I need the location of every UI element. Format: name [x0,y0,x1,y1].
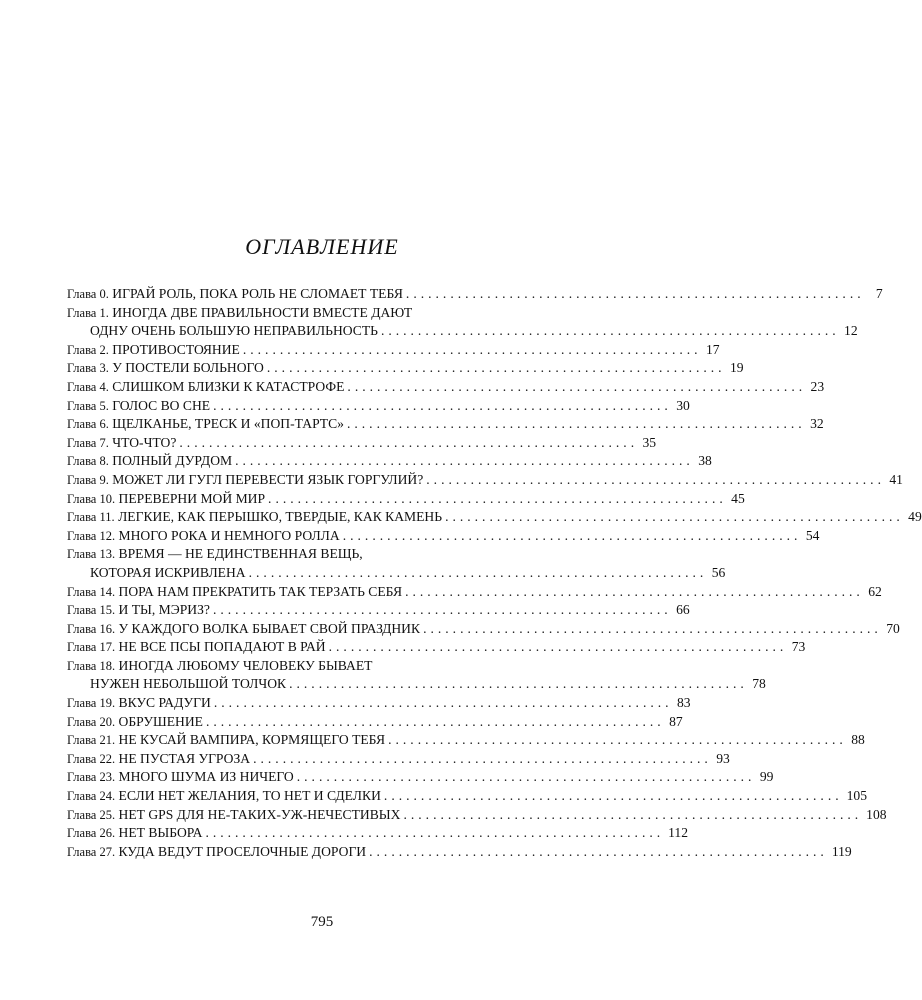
page-ref: 17 [705,341,720,357]
dot-leader: .............................................................. [383,788,843,804]
dot-leader: .............................................................. [369,843,828,859]
chapter-title: ПРОТИВОСТОЯНИЕ [112,341,240,357]
toc-label [67,601,213,620]
page-ref: 62 [868,583,882,599]
toc-line [67,545,554,564]
toc-entry[interactable] [67,304,858,341]
dot-leader: .............................................................. [346,416,806,432]
dot-leader: .............................................................. [268,490,727,506]
page-ref: 30 [676,397,690,413]
page-ref: 105 [846,788,868,804]
chapter-title: МОЖЕТ ЛИ ГУГЛ ПЕРЕВЕСТИ ЯЗЫК ГОРГУЛИЙ? [112,471,424,487]
toc-entry[interactable] [67,527,820,546]
page-ref: 49 [908,509,922,525]
chapter-number: Глава 19. [67,696,116,711]
chapter-title: КУДА ВЕДУТ ПРОСЕЛОЧНЫЕ ДОРОГИ [118,843,367,859]
toc-line [67,750,730,769]
chapter-title: ПОРА НАМ ПРЕКРАТИТЬ ТАК ТЕРЗАТЬ СЕБЯ [118,583,403,599]
dot-leader: .............................................................. [242,341,702,357]
toc-heading: ОГЛАВЛЕНИЕ [245,234,399,259]
toc-line [67,843,852,862]
toc-line [67,397,690,416]
toc-line [67,434,657,453]
toc-entry[interactable] [67,620,900,639]
table-of-contents [67,285,922,861]
toc-label [67,415,347,434]
chapter-title: У ПОСТЕЛИ БОЛЬНОГО [112,360,264,376]
toc-label [67,304,415,323]
toc-entry[interactable] [67,694,691,713]
toc-line [67,638,806,657]
toc-label [67,806,403,825]
toc-entry[interactable] [67,415,824,434]
dot-leader: .............................................................. [423,620,882,636]
toc-entry[interactable] [67,285,883,304]
toc-line [67,452,712,471]
toc-label [67,452,235,471]
toc-entry[interactable] [67,768,774,787]
dot-leader: .............................................................. [253,750,712,766]
toc-line [67,787,868,806]
page-ref: 56 [711,564,726,580]
dot-leader: .............................................................. [205,825,665,841]
toc-line [67,713,683,732]
dot-leader: .............................................................. [179,434,639,450]
chapter-title: ЩЕЛКАНЬЕ, ТРЕСК И «ПОП-ТАРТС» [112,416,344,432]
chapter-number: Глава 7. [67,435,109,450]
chapter-number: Глава 12. [67,528,116,543]
chapter-title: ИНОГДА ДВЕ ПРАВИЛЬНОСТИ ВМЕСТЕ ДАЮТ [112,304,413,320]
toc-line [67,378,825,397]
toc-line [67,490,745,509]
toc-line [67,527,820,546]
chapter-number: Глава 18. [67,658,116,673]
dot-leader: .............................................................. [205,713,665,729]
toc-line [67,471,903,490]
chapter-number: Глава 9. [67,472,109,487]
chapter-title: ЧТО-ЧТО? [112,434,177,450]
page-ref: 73 [791,639,806,655]
chapter-title: И ТЫ, МЭРИЗ? [118,602,210,618]
chapter-title: У КАЖДОГО ВОЛКА БЫВАЕТ СВОЙ ПРАЗДНИК [118,620,421,636]
chapter-title: ИГРАЙ РОЛЬ, ПОКА РОЛЬ НЕ СЛОМАЕТ ТЕБЯ [112,286,403,301]
toc-line [67,620,900,639]
toc-entry[interactable] [67,359,744,378]
toc-entry[interactable] [67,434,657,453]
toc-line [67,415,824,434]
dot-leader: .............................................................. [405,286,865,301]
page-ref: 93 [716,750,730,766]
page-ref: 83 [676,695,691,711]
toc-line [67,341,720,360]
dot-leader: .............................................................. [445,509,904,525]
toc-label [67,527,343,546]
toc-label [67,750,253,769]
page-ref: 12 [844,323,858,339]
toc-line [67,657,554,676]
page-ref: 78 [752,676,766,692]
toc-label [67,657,375,676]
chapter-number: Глава 11. [67,510,115,525]
toc-label [67,471,426,490]
page-ref: 23 [810,378,825,394]
toc-label [67,359,267,378]
toc-label [67,620,423,639]
page-ref: 19 [729,360,744,376]
dot-leader: .............................................................. [289,676,748,692]
chapter-number: Глава 10. [67,491,116,506]
dot-leader: .............................................................. [388,732,847,748]
chapter-number: Глава 8. [67,454,109,469]
page-number: 795 [310,914,334,930]
chapter-title: ПОЛНЫЙ ДУРДОМ [112,453,233,469]
toc-label [67,583,405,602]
dot-leader: .............................................................. [248,564,708,580]
chapter-number: Глава 16. [67,621,116,636]
toc-label [67,490,268,509]
toc-label [67,397,213,416]
chapter-number: Глава 4. [67,379,109,394]
toc-entry[interactable] [67,843,852,862]
page-ref: 38 [698,453,712,469]
chapter-title: ПЕРЕВЕРНИ МОЙ МИР [118,490,266,506]
toc-label [67,731,388,750]
toc-line [67,304,554,323]
toc-line [67,806,887,825]
chapter-number: Глава 22. [67,751,116,766]
page-ref: 108 [866,806,887,822]
toc-label [67,508,445,527]
toc-entry[interactable] [67,806,887,825]
dot-leader: .............................................................. [235,453,694,469]
dot-leader: .............................................................. [403,806,863,822]
chapter-number: Глава 0. [67,287,109,301]
toc-line [67,731,865,750]
chapter-title: НЕТ GPS ДЛЯ НЕ-ТАКИХ-УЖ-НЕЧЕСТИВЫХ [118,806,401,822]
toc-entry[interactable] [67,545,726,582]
chapter-title-continued: ОДНУ ОЧЕНЬ БОЛЬШУЮ НЕПРАВИЛЬНОСТЬ [90,323,378,339]
toc-line-continuation [67,564,726,583]
toc-label [67,824,205,843]
toc-entry[interactable] [67,397,690,416]
dot-leader: .............................................................. [296,769,756,785]
dot-leader: .............................................................. [266,360,726,376]
chapter-number: Глава 25. [67,807,116,822]
toc-entry[interactable] [67,601,690,620]
chapter-title: ВКУС РАДУГИ [118,695,211,711]
toc-entry[interactable] [67,378,825,397]
toc-line [67,824,689,843]
toc-entry[interactable] [67,508,922,527]
toc-entry[interactable] [67,824,689,843]
page-ref: 70 [886,620,900,636]
toc-label [67,768,297,787]
chapter-title-continued: НУЖЕН НЕБОЛЬШОЙ ТОЛЧОК [90,676,287,692]
toc-entry[interactable] [67,341,720,360]
chapter-number: Глава 2. [67,342,109,357]
page-ref: 119 [831,843,852,859]
chapter-title: МНОГО ШУМА ИЗ НИЧЕГО [118,769,294,785]
dot-leader: .............................................................. [328,639,788,655]
page-ref: 87 [669,713,683,729]
chapter-number: Глава 21. [67,733,116,748]
page-ref: 54 [805,527,820,543]
toc-label [67,787,384,806]
chapter-number: Глава 26. [67,826,116,841]
toc-label [67,341,243,360]
page-ref: 7 [875,286,883,301]
chapter-number: Глава 3. [67,361,109,376]
toc-line [67,694,691,713]
chapter-title: СЛИШКОМ БЛИЗКИ К КАТАСТРОФЕ [112,378,345,394]
toc-label [67,434,179,453]
chapter-number: Глава 5. [67,398,109,413]
toc-entry[interactable] [67,471,903,490]
page-ref: 41 [889,471,903,487]
chapter-title: НЕТ ВЫБОРА [118,825,203,841]
toc-entry[interactable] [67,787,868,806]
toc-entry[interactable] [67,657,766,694]
toc-label [67,843,369,862]
dot-leader: .............................................................. [212,602,672,618]
dot-leader: .............................................................. [426,471,885,487]
dot-leader: .............................................................. [347,378,807,394]
toc-line [67,768,774,787]
dot-leader: .............................................................. [380,323,840,339]
chapter-title: ЛЕГКИЕ, КАК ПЕРЫШКО, ТВЕРДЫЕ, КАК КАМЕНЬ [118,509,443,525]
chapter-title: НЕ ВСЕ ПСЫ ПОПАДАЮТ В РАЙ [118,639,326,655]
toc-line [67,601,690,620]
toc-entry[interactable] [67,490,745,509]
toc-label [67,694,214,713]
toc-line-continuation [67,322,858,341]
page-ref: 35 [642,434,657,450]
chapter-title: НЕ КУСАЙ ВАМПИРА, КОРМЯЩЕГО ТЕБЯ [118,732,386,748]
chapter-title: МНОГО РОКА И НЕМНОГО РОЛЛА [118,527,340,543]
page-ref: 88 [851,732,865,748]
toc-label [67,285,406,304]
toc-entry[interactable] [67,750,730,769]
chapter-title: ЕСЛИ НЕТ ЖЕЛАНИЯ, ТО НЕТ И СДЕЛКИ [118,788,381,804]
chapter-number: Глава 27. [67,844,116,859]
toc-entry[interactable] [67,583,882,602]
chapter-number: Глава 6. [67,417,109,432]
chapter-title: ГОЛОС ВО СНЕ [112,397,211,413]
toc-line [67,508,922,527]
chapter-number: Глава 15. [67,603,116,618]
toc-line [67,285,883,304]
page-ref: 32 [810,416,824,432]
page-ref: 45 [731,490,745,506]
toc-label [67,638,329,657]
toc-entry[interactable] [67,731,865,750]
dot-leader: .............................................................. [213,397,672,413]
page-ref: 99 [759,769,774,785]
chapter-title-continued: КОТОРАЯ ИСКРИВЛЕНА [90,564,246,580]
toc-line [67,583,882,602]
toc-line [67,359,744,378]
toc-entry[interactable] [67,713,683,732]
page-ref: 112 [668,825,689,841]
chapter-number: Глава 17. [67,640,116,655]
dot-leader: .............................................................. [405,583,864,599]
chapter-number: Глава 20. [67,714,116,729]
chapter-title: НЕ ПУСТАЯ УГРОЗА [118,750,251,766]
dot-leader: .............................................................. [342,527,802,543]
chapter-number: Глава 13. [67,547,116,562]
chapter-number: Глава 23. [67,770,116,785]
toc-label [67,378,347,397]
toc-label [67,713,206,732]
toc-entry[interactable] [67,638,806,657]
toc-label [67,545,366,564]
chapter-number: Глава 14. [67,584,116,599]
chapter-number: Глава 1. [67,305,109,320]
toc-line-continuation [67,675,766,694]
toc-entry[interactable] [67,452,712,471]
dot-leader: .............................................................. [213,695,673,711]
chapter-title: ОБРУШЕНИЕ [118,713,203,729]
page-ref: 66 [676,602,690,618]
chapter-number: Глава 24. [67,789,116,804]
chapter-title: ВРЕМЯ — НЕ ЕДИНСТВЕННАЯ ВЕЩЬ, [118,546,363,562]
chapter-title: ИНОГДА ЛЮБОМУ ЧЕЛОВЕКУ БЫВАЕТ [118,657,373,673]
